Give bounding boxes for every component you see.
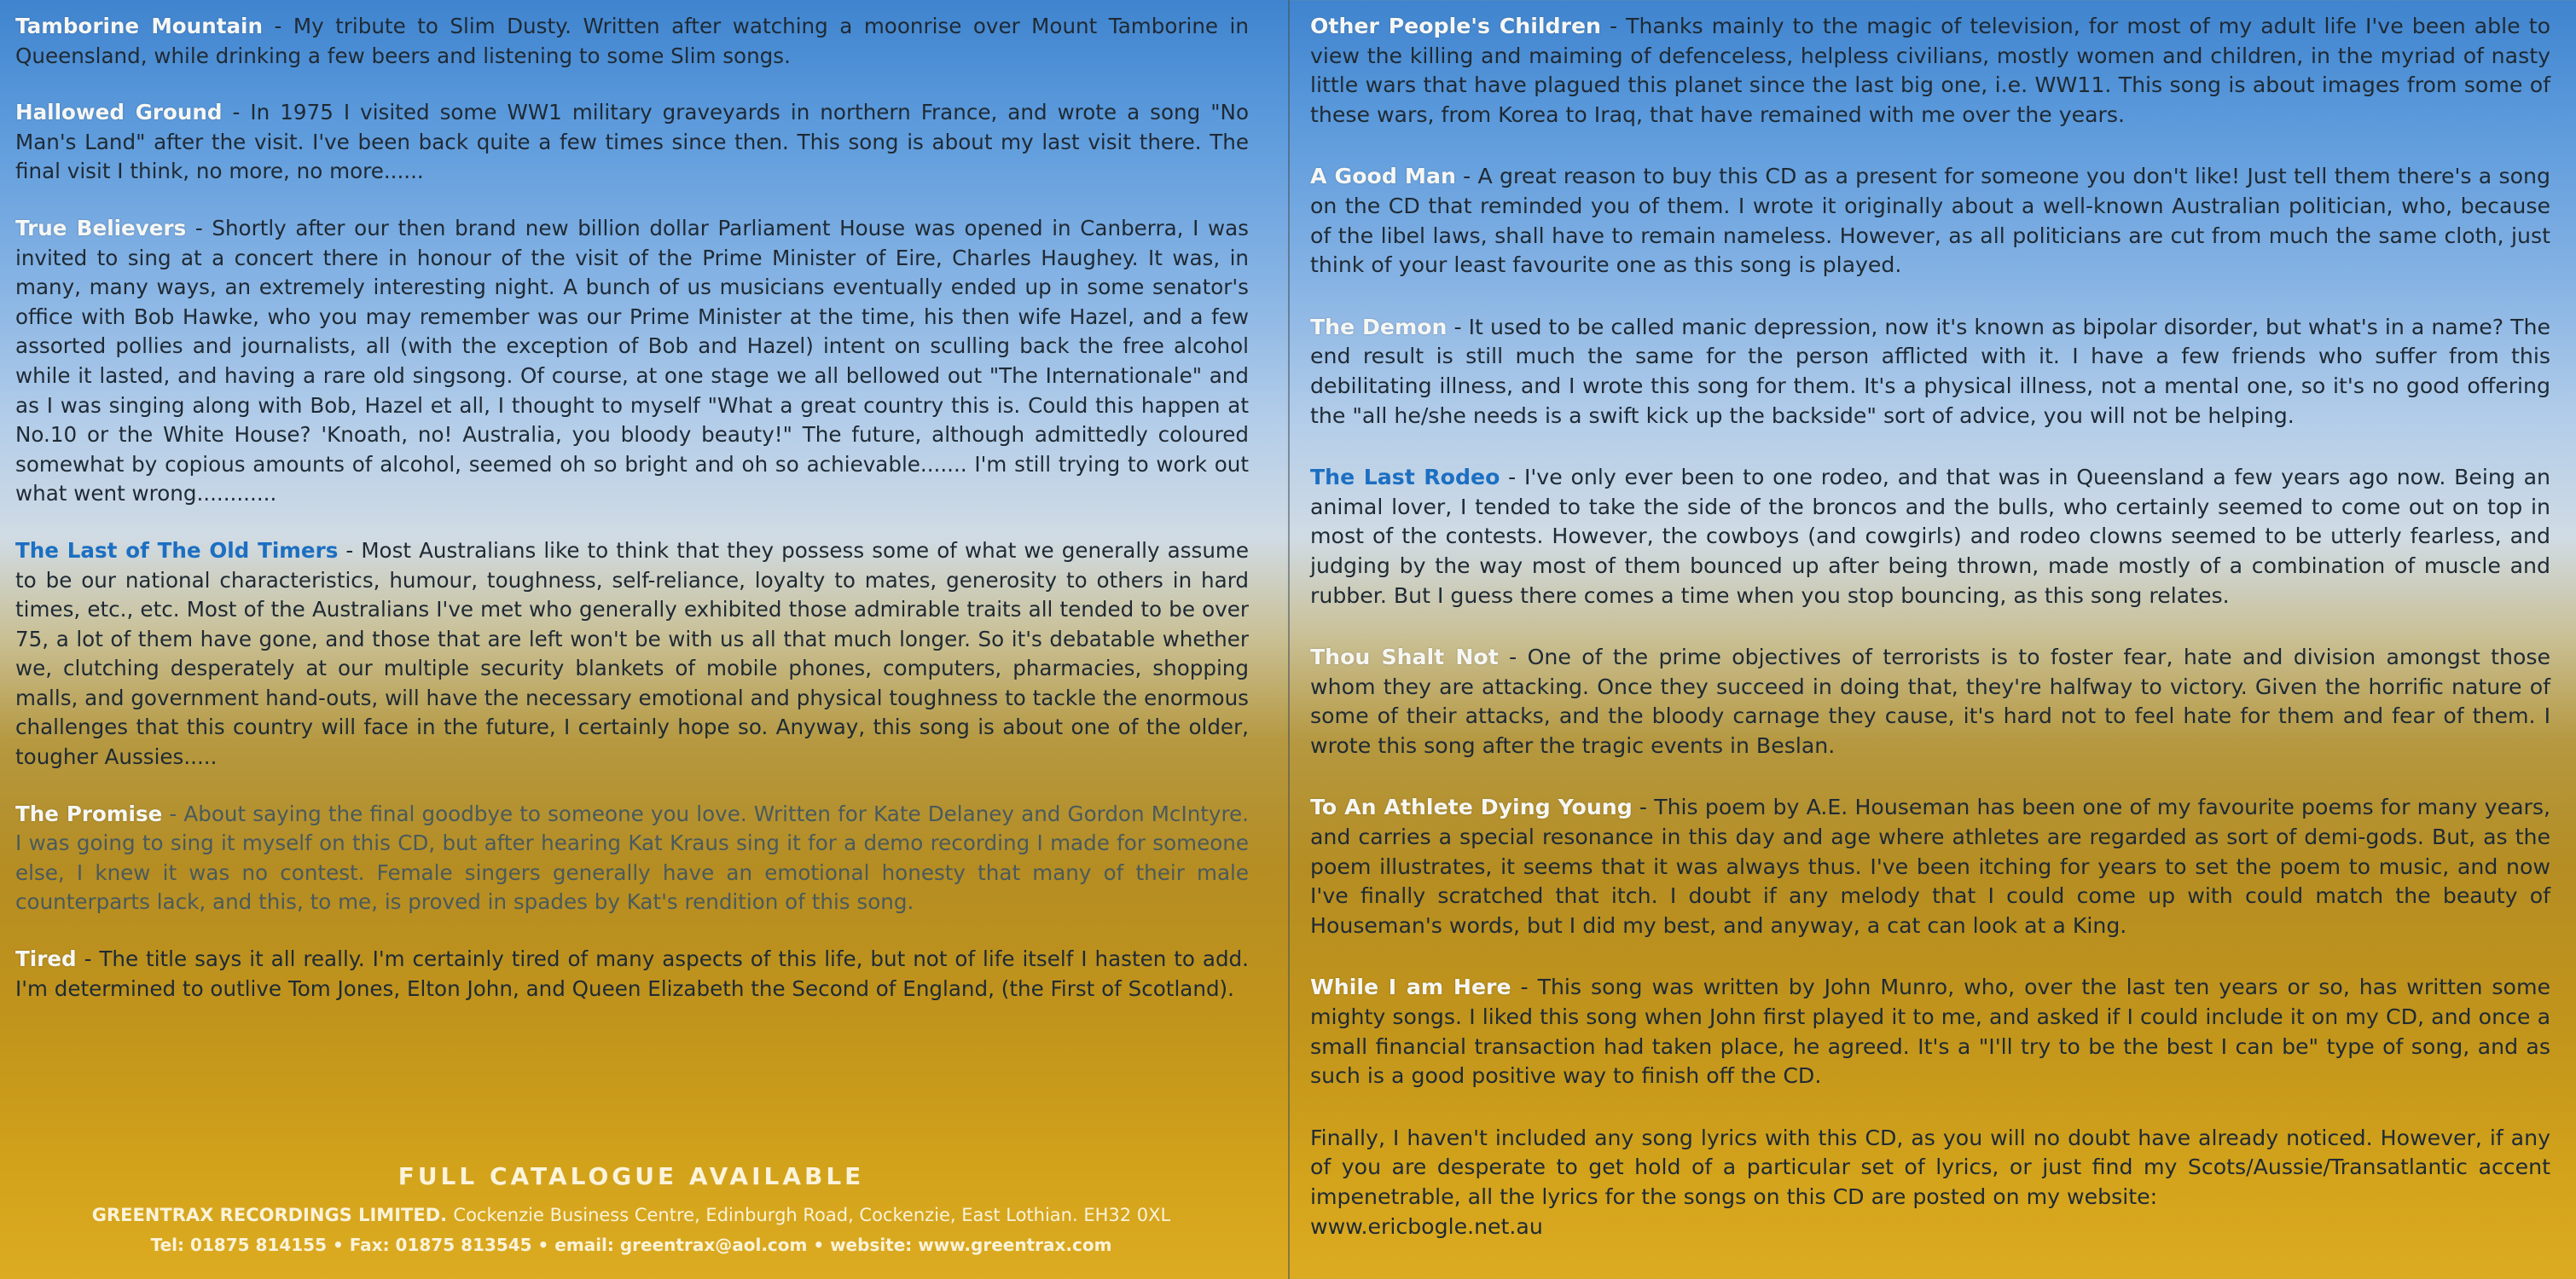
- song-title: Other People's Children: [1310, 14, 1601, 38]
- entry-the-last-rodeo: [1310, 463, 2550, 611]
- entry-hallowed-ground: [15, 98, 1249, 187]
- entry-a-good-man: [1310, 162, 2550, 280]
- song-title: Hallowed Ground: [15, 100, 223, 125]
- publisher-street: Cockenzie Business Centre, Edinburgh Road, Cockenzie, East Lothian. EH32 0XL: [453, 1205, 1171, 1225]
- entry-last-of-the-old-timers: [15, 536, 1249, 773]
- catalogue-headline: FULL CATALOGUE AVAILABLE: [397, 1162, 865, 1190]
- entry-tamborine-mountain: [15, 12, 1249, 71]
- entry-tired: [15, 945, 1249, 1004]
- song-description: - Thanks mainly to the magic of television, for most of my adult life I've been able to view the killing and maiming of defenceless, helpless civilians, mostly women and children, in the myriad of nasty little wars that have plagued this planet since the last big one, i.e. WW11. This song is about images from some of these wars, from Korea to Iraq, that have remained with me over the years.: [1310, 14, 2550, 127]
- song-title: Tired: [15, 946, 77, 972]
- song-title: The Demon: [1310, 314, 1448, 339]
- song-description: - This song was written by John Munro, who, over the last ten years or so, has written some mighty songs. I liked this song when John first played it to me, and asked if I could include it on my CD, and once a small financial transaction had taken place, he agreed. It's a "I'll try to be the best I can be" type of song, and as such is a good positive way to finish off the CD.: [1310, 975, 2550, 1089]
- entry-the-demon: [1310, 313, 2550, 431]
- song-title: Thou Shalt Not: [1310, 645, 1499, 670]
- song-description: - I've only ever been to one rodeo, and that was in Queensland a few years ago now. Being an animal lover, I tended to take the side of the broncos and the bulls, who certainly seemed to come out on top in most of the contests. However, the cowboys (and cowgirls) and rodeo clowns seemed to be utterly fearless, and judging by the way most of them bounced up after being thrown, made mostly of a combination of muscle and rubber. But I guess there comes a time when you stop bouncing, as this song relates.: [1310, 465, 2550, 608]
- entry-other-peoples-children: [1310, 12, 2550, 130]
- song-title: To An Athlete Dying Young: [1310, 795, 1633, 820]
- closing-note: [1310, 1124, 2550, 1241]
- entry-to-an-athlete-dying-young: [1310, 793, 2550, 940]
- song-description: - In 1975 I visited some WW1 military graveyards in northern France, and wrote a song "No Man's Land" after the visit. I've been back quite a few times since then. This song is about my last visit there. The final visit I think, no more, no more......: [15, 100, 1249, 184]
- song-description: - The title says it all really. I'm certainly tired of many aspects of this life, but not of life itself I hasten to add. I'm determined to outlive Tom Jones, Elton John, and Queen Elizabeth the Second of England, (the First of Scotland).: [15, 946, 1249, 1001]
- publisher-address: [0, 1205, 1262, 1225]
- publisher-contact: Tel: 01875 814155 • Fax: 01875 813545 • email: greentrax@aol.com • website: www.greentrax.com: [150, 1235, 1112, 1255]
- entry-true-believers: [15, 214, 1249, 509]
- song-description: - A great reason to buy this CD as a present for someone you don't like! Just tell them there's a song on the CD that reminded you of them. I wrote it originally about a well-known Australian politician, who, because of the libel laws, shall have to remain nameless. However, as all politicians are cut from much the same cloth, just think of your least favourite one as this song is played.: [1310, 164, 2550, 278]
- entry-the-promise: [15, 800, 1249, 917]
- publisher-name: GREENTRAX RECORDINGS LIMITED.: [91, 1205, 448, 1225]
- song-description: - One of the prime objectives of terrorists is to foster fear, hate and division amongst those whom they are attacking. Once they succeed in doing that, they're halfway to victory. Given the horrific nature of some of their attacks, and the bloody carnage they cause, it's hard not to feel hate for them and fear of them. I wrote this song after the tragic events in Beslan.: [1310, 645, 2550, 758]
- song-description: - Shortly after our then brand new billion dollar Parliament House was opened in Canberra, I was invited to sing at a concert there in honour of the visit of the Prime Minister of Eire, Charles Haughey. It was, in many, many ways, an extremely interesting night. A bunch of us musicians eventually ended up in some senator's office with Bob Hawke, who you may remember was our Prime Minister at the time, his then wife Hazel, and a few assorted pollies and journalists, all (with the exception of Bob and Hazel) intent on sculling back the free alcohol while it lasted, and having a rare old singsong. Of course, at one stage we all bellowed out "The Internationale" and as I was singing along with Bob, Hazel et all, I thought to myself "What a great country this is. Could this happen at No.10 or the White House? 'Knoath, no! Australia, you bloody beauty!" The future, although admittedly coloured somewhat by copious amounts of alcohol, seemed oh so bright and oh so achievable....... I'm still trying to work out what went wrong............: [15, 215, 1249, 506]
- song-description: - My tribute to Slim Dusty. Written after watching a moonrise over Mount Tamborine in Queensland, while drinking a few beers and listening to some Slim songs.: [15, 14, 1249, 68]
- song-title: Tamborine Mountain: [15, 14, 263, 38]
- entry-thou-shalt-not: [1310, 643, 2550, 761]
- website-link[interactable]: www.ericbogle.net.au: [1310, 1213, 1543, 1239]
- song-description: - It used to be called manic depression, now it's known as bipolar disorder, but what's in a name? The end result is still much the same for the person afflicted with it. I have a few friends who suffer from this debilitating illness, and I wrote this song for them. It's a physical illness, not a mental one, so it's no good offering the "all he/she needs is a swift kick up the backside" sort of advice, you will not be helping.: [1310, 314, 2551, 428]
- right-panel: [1288, 0, 2576, 1279]
- closing-note-text: Finally, I haven't included any song lyrics with this CD, as you will no doubt have already noticed. However, if any of you are desperate to get hold of a particular set of lyrics, or just find my Scots/Aussie/Transatlantic accent impenetrable, all the lyrics for the songs on this CD are posted on my website:: [1310, 1125, 2550, 1209]
- song-title: A Good Man: [1310, 164, 1456, 189]
- song-description: - About saying the final goodbye to someone you love. Written for Kate Delaney and Gordon McIntyre. I was going to sing it myself on this CD, but after hearing Kat Kraus sing it for a demo recording I made for someone else, I knew it was no contest. Female singers generally have an emotional honesty that many of their male counterparts lack, and this, to me, is proved in spades by Kat's rendition of this song.: [15, 801, 1250, 915]
- song-title: While I am Here: [1310, 975, 1511, 1000]
- song-title: The Last of The Old Timers: [15, 537, 339, 563]
- song-description: - This poem by A.E. Houseman has been one of my favourite poems for many years, and carries a special resonance in this day and age where athletes are regarded as sort of demi-gods. But, as the poem illustrates, it seems that it was always thus. I've been itching for years to set the poem to music, and now I've finally scratched that itch. I doubt if any melody that I could come up with could match the beauty of Houseman's words, but I did my best, and anyway, a cat can look at a King.: [1310, 795, 2550, 938]
- song-description: - Most Australians like to think that they possess some of what we generally assume to be our national characteristics, humour, toughness, self-reliance, loyalty to mates, generosity to others in hard times, etc., etc. Most of the Australians I've met who generally exhibited those admirable traits all tended to be over 75, a lot of them have gone, and those that are left won't be with us all that much longer. So it's debatable whether we, clutching desperately at our multiple security blankets of mobile phones, computers, pharmacies, shopping malls, and government hand-outs, will have the necessary emotional and physical toughness to tackle the enormous challenges that this country will face in the future, I certainly hope so. Anyway, this song is about one of the older, tougher Aussies.....: [15, 537, 1249, 770]
- song-title: True Believers: [15, 215, 187, 240]
- song-title: The Promise: [15, 801, 163, 826]
- song-title: The Last Rodeo: [1310, 465, 1500, 490]
- entry-while-i-am-here: [1310, 973, 2550, 1091]
